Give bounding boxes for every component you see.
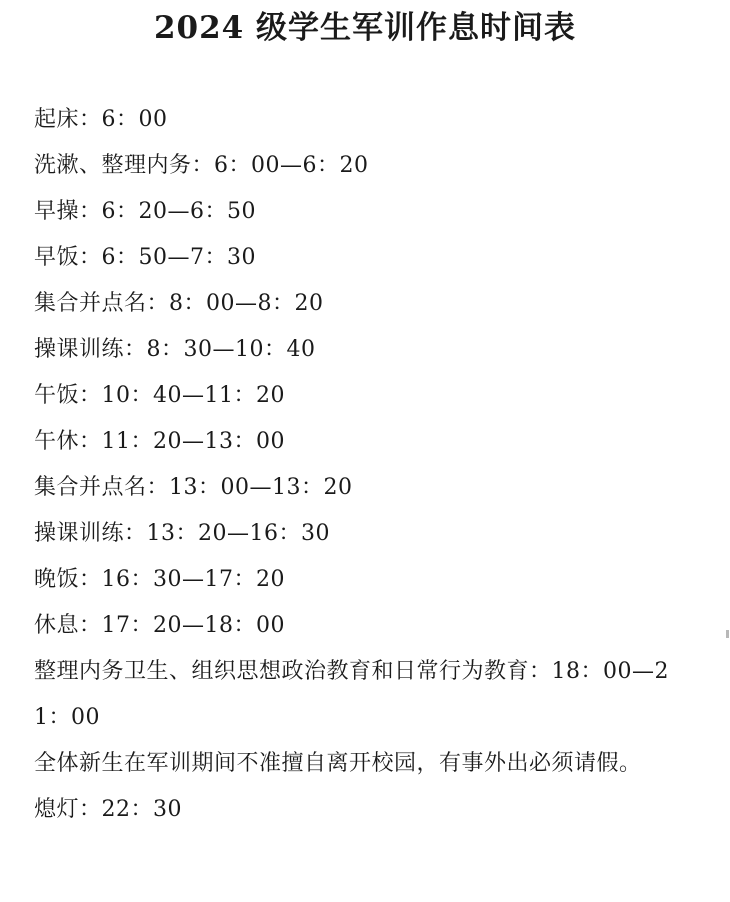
schedule-item-assembly-morning: 集合并点名：8：00—8：20 [34,291,324,316]
schedule-notice: 全体新生在军训期间不准擅自离开校园，有事外出必须请假。 [34,751,642,776]
page-title: 2024 级学生军训作息时间表 [153,10,577,46]
schedule-list [34,97,704,833]
schedule-item-lights-out: 熄灯：22：30 [34,797,182,822]
schedule-item-dinner: 晚饭：16：30—17：20 [34,567,285,592]
schedule-item-assembly-afternoon: 集合并点名：13：00—13：20 [34,475,353,500]
schedule-item-rest: 休息：17：20—18：00 [34,613,285,638]
schedule-item-lunch: 午饭：10：40—11：20 [34,383,285,408]
schedule-item-breakfast: 早饭：6：50—7：30 [34,245,256,270]
scan-edge-mark [726,630,729,638]
schedule-item-evening-education: 整理内务卫生、组织思想政治教育和日常行为教育：18：00—21：00 [34,659,669,730]
schedule-item-noon-rest: 午休：11：20—13：00 [34,429,285,454]
schedule-item-wake-up: 起床：6：00 [34,107,168,132]
schedule-item-wash-tidy: 洗漱、整理内务：6：00—6：20 [34,153,369,178]
schedule-item-training-morning: 操课训练：8：30—10：40 [34,337,316,362]
schedule-item-morning-exercise: 早操：6：20—6：50 [34,199,256,224]
schedule-item-training-afternoon: 操课训练：13：20—16：30 [34,521,330,546]
